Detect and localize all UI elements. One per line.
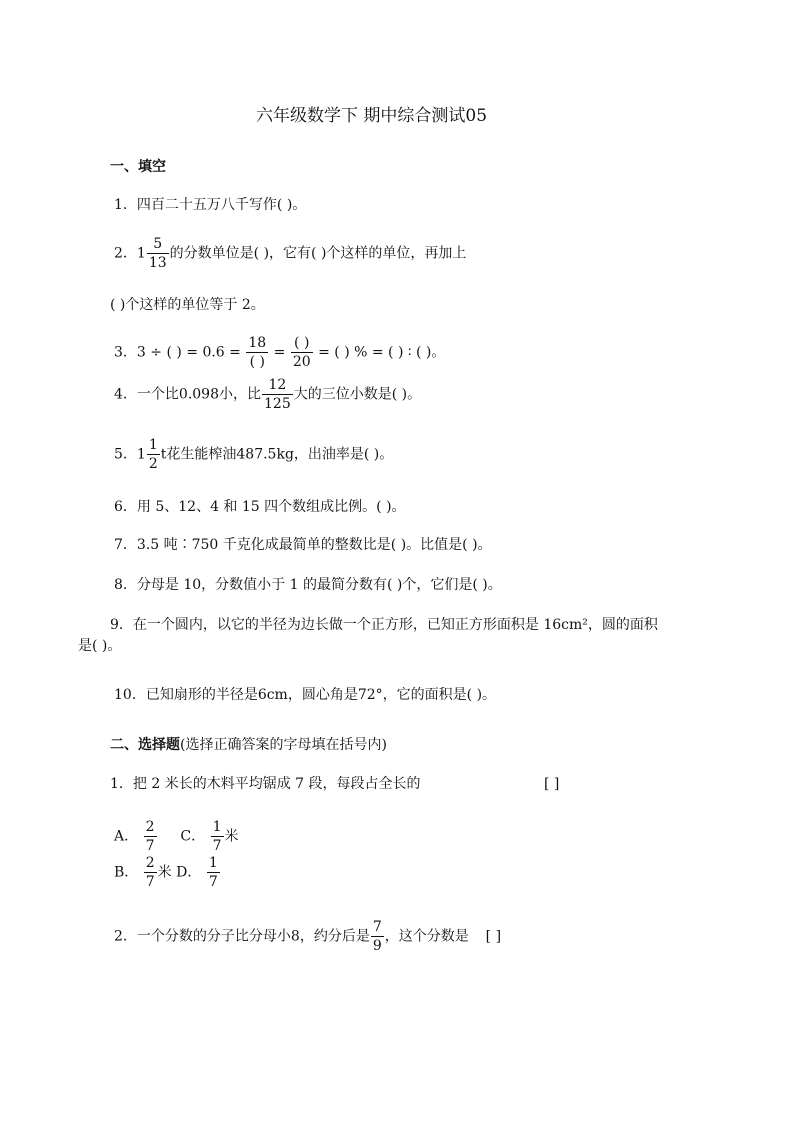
fraction-denominator: 9 (372, 938, 382, 954)
question-8: 8．分母是 10，分数值小于 1 的最简分数有( )个，它们是( )。 (114, 577, 502, 593)
section-heading-note: (选择正确答案的字母填在括号内) (180, 737, 387, 753)
choice-1-options-row-1 (114, 820, 239, 853)
fraction-numerator: 2 (145, 855, 155, 871)
question-1: 1．四百二十五万八千写作( )。 (114, 197, 307, 213)
page-title: 六年级数学下 期中综合测试05 (256, 106, 488, 126)
question-10: 10．已知扇形的半径是6cm，圆心角是72°，它的面积是( )。 (114, 687, 497, 703)
choice-2-part-a: 2．一个分数的分子比分母小8，约分后是 (114, 928, 370, 945)
question-9-line-2: 是( )。 (78, 638, 122, 654)
question-4-part-b: 大的三位小数是( )。 (293, 386, 422, 403)
question-5 (114, 438, 393, 471)
question-5-fraction (147, 438, 160, 471)
question-7: 7．3.5 吨∶750 千克化成最简单的整数比是( )。比值是( )。 (114, 537, 492, 553)
option-b-unit: 米 (157, 864, 172, 881)
choice-1-options-row-2 (114, 856, 221, 889)
fraction-numerator: 18 (248, 335, 267, 351)
question-2-line-1 (114, 237, 466, 270)
question-5-part-b: t花生能榨油487.5kg，出油率是( )。 (160, 446, 394, 463)
option-c-unit: 米 (224, 828, 239, 845)
fraction-numerator: 12 (268, 377, 287, 393)
question-6: 6．用 5、12、4 和 15 四个数组成比例。( )。 (114, 499, 406, 515)
fraction-numerator: ( ) (294, 335, 310, 351)
section-heading-text: 二、选择题 (110, 737, 180, 753)
option-a-label: A． (114, 828, 139, 845)
fraction-denominator: 125 (264, 396, 291, 412)
fraction-numerator: 7 (372, 919, 382, 935)
choice-1-answer-bracket[interactable]: [ ] (544, 776, 560, 792)
question-2-fraction (147, 237, 169, 270)
question-9-line-1: 9．在一个圆内，以它的半径为边长做一个正方形，已知正方形面积是 16cm²，圆的面积 (110, 617, 658, 633)
choice-2-fraction (371, 920, 384, 953)
fraction-denominator: 7 (212, 838, 222, 854)
fraction-denominator: 7 (145, 838, 155, 854)
choice-2 (114, 920, 501, 953)
question-3-equals: = (273, 344, 286, 361)
section-heading-fill-blank: 一、填空 (110, 159, 166, 175)
option-c-fraction[interactable] (211, 820, 224, 853)
question-3 (114, 336, 445, 369)
question-3-part-b: = ( ) % = ( ) ∶ ( )。 (318, 344, 446, 361)
option-d-fraction[interactable] (207, 856, 220, 889)
fraction-numerator: 5 (153, 236, 163, 252)
option-c-label: C． (180, 828, 206, 845)
choice-2-answer-bracket[interactable]: [ ] (485, 928, 502, 945)
question-4-fraction (262, 378, 293, 411)
fraction-numerator: 1 (148, 437, 158, 453)
question-4-part-a: 4．一个比0.098小，比 (114, 386, 261, 403)
choice-1-stem: 1．把 2 米长的木料平均锯成 7 段，每段占全长的 (110, 776, 421, 792)
question-3-part-a: 3．3 ÷ ( ) = 0.6 = (114, 344, 241, 361)
fraction-numerator: 1 (208, 855, 218, 871)
option-a-fraction[interactable] (144, 820, 157, 853)
question-2-number: 2． (114, 245, 137, 262)
fraction-denominator: 2 (148, 456, 158, 472)
question-3-fraction-2 (291, 336, 313, 369)
fraction-numerator: 2 (145, 819, 155, 835)
question-4 (114, 378, 421, 411)
question-2-text: 的分数单位是( )，它有( )个这样的单位，再加上 (169, 245, 467, 262)
fraction-denominator: 7 (208, 874, 218, 890)
question-3-fraction-1 (246, 336, 268, 369)
choice-2-part-b: ，这个分数是 (384, 928, 469, 945)
option-d-label: D． (176, 864, 202, 881)
fraction-denominator: ( ) (246, 352, 268, 369)
fraction-denominator: 7 (145, 874, 155, 890)
fraction-denominator: 20 (292, 354, 311, 370)
question-2-whole: 1 (136, 245, 146, 262)
question-2-line-2: ( )个这样的单位等于 2。 (110, 297, 265, 313)
option-b-label: B． (114, 864, 139, 881)
section-heading-choice (110, 738, 387, 752)
question-5-part-a: 5．1 (114, 446, 146, 463)
option-b-fraction[interactable] (144, 856, 157, 889)
fraction-denominator: 13 (148, 255, 167, 271)
fraction-numerator: 1 (212, 819, 222, 835)
